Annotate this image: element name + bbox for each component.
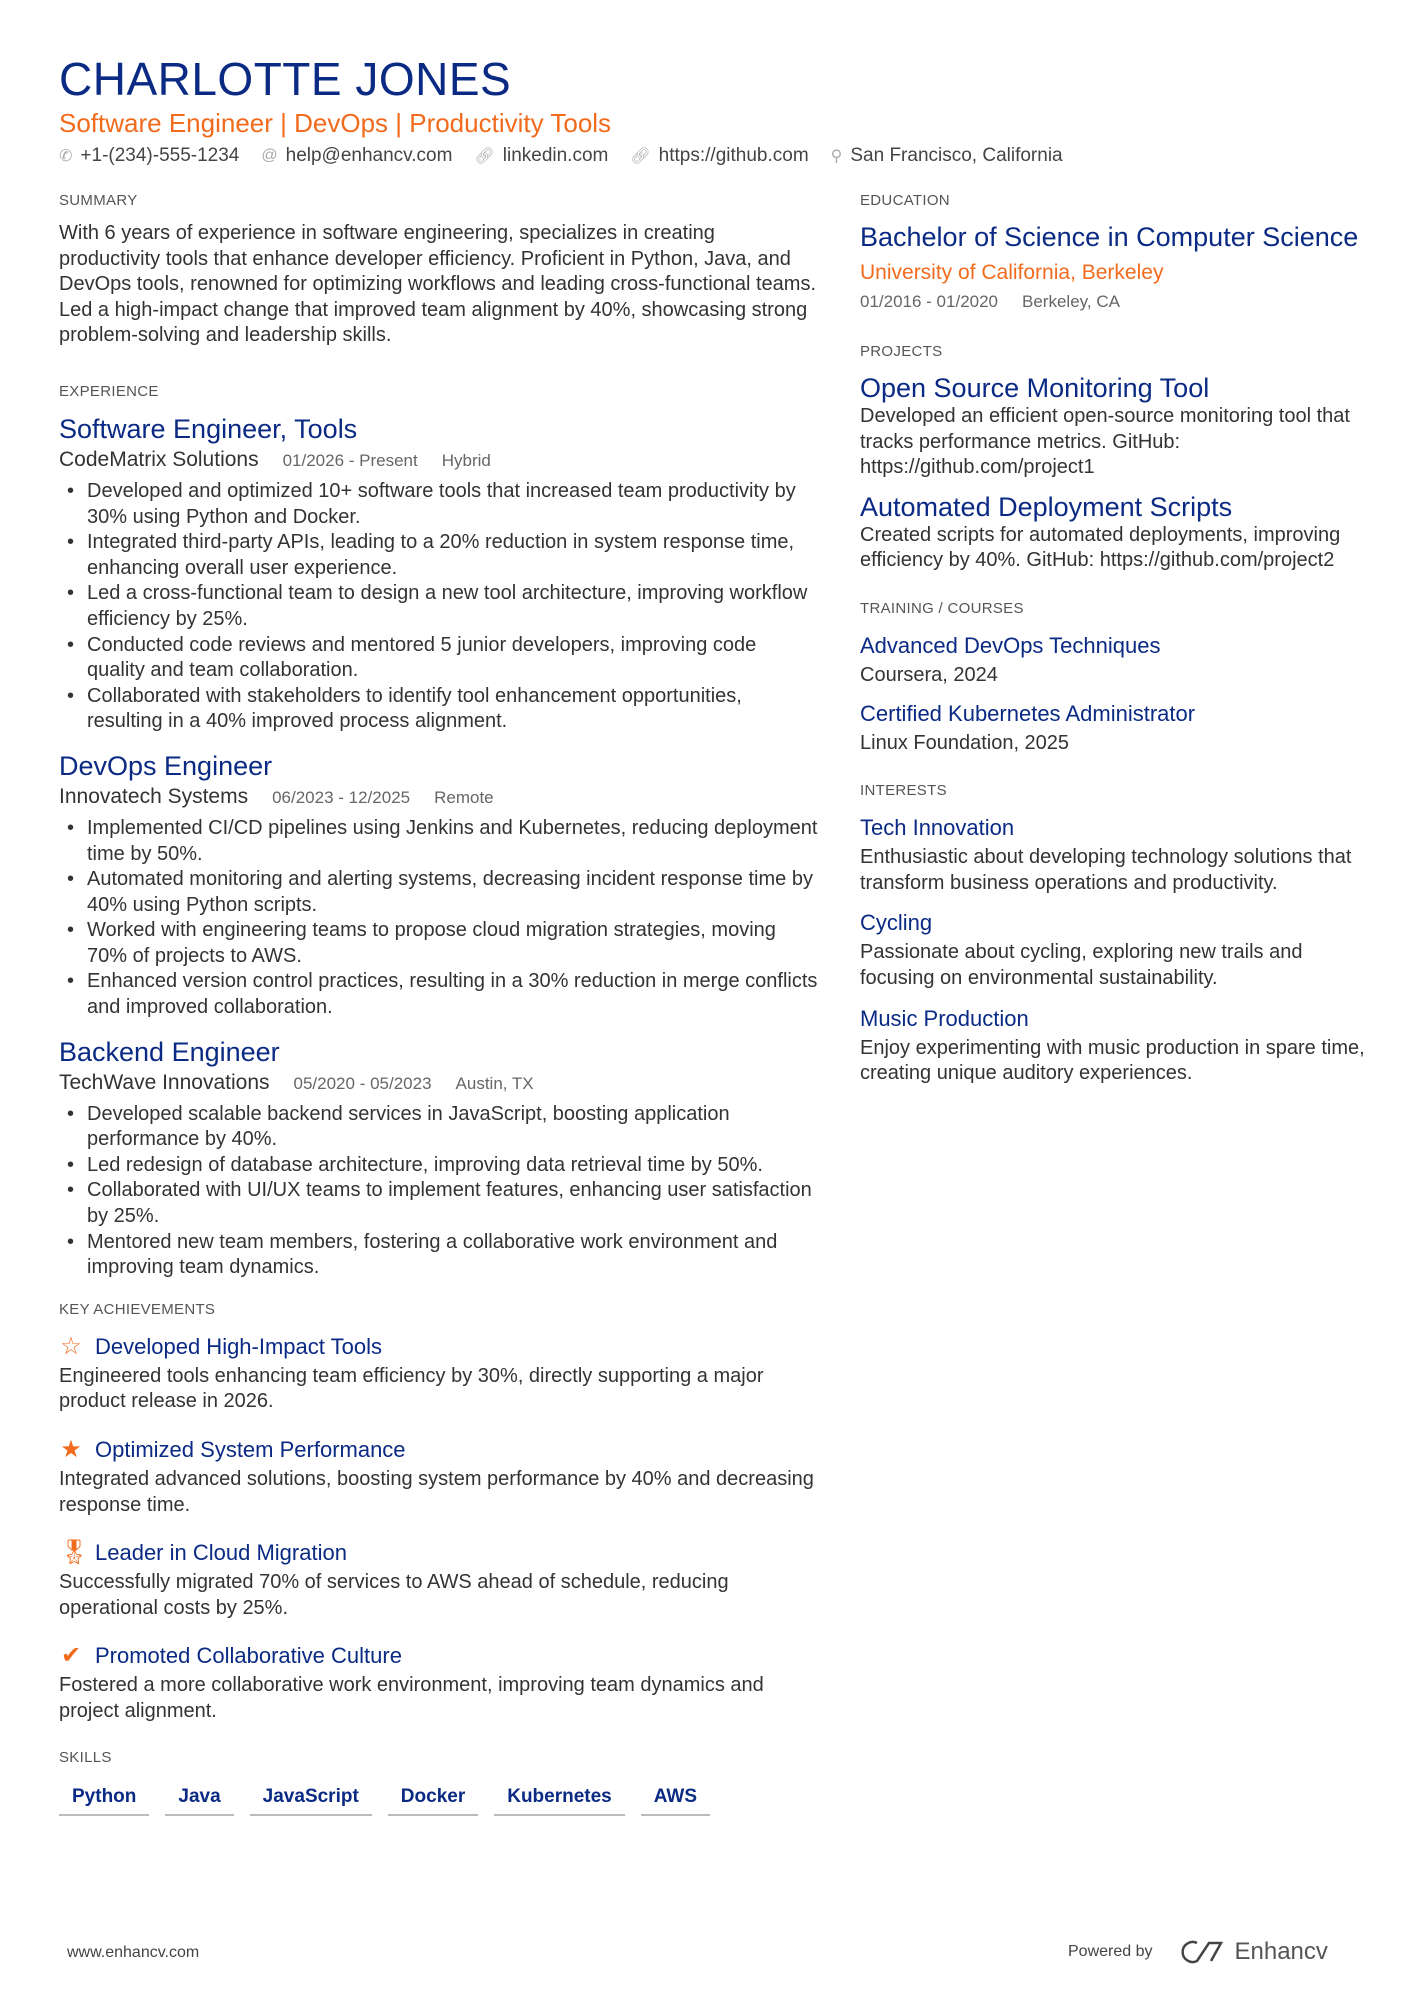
bullet-item: • Enhanced version control practices, resulting in a 30% reduction in merge conflicts and improved collaboration.: [59, 969, 819, 1020]
bullet-item: • Mentored new team members, fostering a collaborative work environment and improving team dynamics.: [59, 1230, 819, 1281]
achievement-text: Engineered tools enhancing team efficiency by 30%, directly supporting a major product release in 2026.: [59, 1364, 764, 1413]
interests-section: [860, 782, 1370, 1087]
bullet-item: • Developed and optimized 10+ software tools that increased team productivity by 30% using Python and Docker.: [59, 479, 819, 530]
achievement-title: Leader in Cloud Migration: [95, 1540, 347, 1566]
section-label: KEY ACHIEVEMENTS: [59, 1300, 216, 1318]
contact-item[interactable]: [474, 145, 608, 167]
skill-tag: Python: [59, 1780, 149, 1816]
job-meta: [59, 783, 819, 812]
star-half-icon: ★: [60, 1436, 82, 1463]
education-meta: [860, 289, 1370, 315]
section-label: EDUCATION: [860, 192, 950, 209]
interest-text: Passionate about cycling, exploring new trails and focusing on environmental sustainability.: [860, 941, 1303, 989]
contact-item[interactable]: [831, 145, 1063, 167]
achievement-item: [59, 1330, 819, 1415]
contact-bar: [59, 145, 1063, 167]
project-title: Automated Deployment Scripts: [860, 491, 1233, 522]
education-section: [860, 192, 1370, 315]
achievement-item: [59, 1433, 819, 1518]
course-title: Certified Kubernetes Administrator: [860, 700, 1196, 726]
job-meta: [59, 446, 819, 475]
star-outline-icon: ☆: [60, 1332, 82, 1360]
right-column: [860, 192, 1370, 1121]
job-location: Remote: [434, 787, 494, 807]
job-dates: 06/2023 - 12/2025: [272, 787, 411, 807]
job-meta: [59, 1069, 819, 1098]
achievement-title: Developed High-Impact Tools: [95, 1333, 382, 1359]
education-location: Berkeley, CA: [1022, 292, 1120, 311]
skill-tag: Kubernetes: [494, 1780, 625, 1816]
project-text: Created scripts for automated deployments, improving efficiency by 40%. GitHub: https://github.com/project2: [860, 523, 1341, 572]
enhancv-logo-icon: [1179, 1939, 1225, 1965]
footer-website[interactable]: www.enhancv.com: [67, 1944, 200, 1961]
contact-item[interactable]: [261, 145, 452, 167]
interest-item: [860, 811, 1370, 896]
project-text: Developed an efficient open-source monitoring tool that tracks performance metrics. GitHub: https://github.com/project1: [860, 405, 1350, 479]
job-title: Software Engineer, Tools: [59, 413, 358, 444]
course-title: Advanced DevOps Techniques: [860, 632, 1161, 658]
skills-section: [59, 1749, 819, 1816]
candidate-name: CHARLOTTE JONES: [59, 53, 512, 105]
project-item: [860, 491, 1370, 574]
footer-branding: [1068, 1938, 1328, 1966]
bullet-item: • Collaborated with UI/UX teams to implement features, enhancing user satisfaction by 25%.: [59, 1178, 819, 1229]
contact-item[interactable]: [59, 145, 239, 167]
contact-text: help@enhancv.com: [285, 145, 453, 166]
bullet-item: • Developed scalable backend services in JavaScript, boosting application performance by 40%.: [59, 1102, 819, 1153]
bullet-item: • Implemented CI/CD pipelines using Jenkins and Kubernetes, reducing deployment time by 50%.: [59, 816, 819, 867]
at-icon: @: [261, 147, 278, 164]
course-item: [860, 697, 1370, 757]
summary-section: [59, 192, 819, 349]
company-name: TechWave Innovations: [59, 1070, 270, 1094]
contact-text: San Francisco, California: [850, 145, 1063, 166]
contact-text: https://github.com: [658, 145, 809, 166]
education-dates: 01/2016 - 01/2020: [860, 292, 999, 311]
job-title: Backend Engineer: [59, 1036, 280, 1067]
training-section: [860, 600, 1370, 756]
job-location: Hybrid: [441, 450, 491, 470]
skill-tag: Docker: [388, 1780, 478, 1816]
project-title: Open Source Monitoring Tool: [860, 373, 1210, 403]
company-name: Innovatech Systems: [59, 784, 249, 808]
link-icon: 🔗︎: [474, 148, 495, 165]
left-column: [59, 192, 819, 1850]
job-bullets: [59, 816, 819, 1021]
achievement-item: [59, 1639, 819, 1724]
interest-title: Cycling: [860, 910, 933, 936]
section-label: SKILLS: [59, 1748, 112, 1766]
skill-tag: Java: [165, 1780, 233, 1816]
projects-section: [860, 343, 1370, 574]
award-ribbon-icon: 🎖︎: [59, 1539, 90, 1567]
section-label: INTERESTS: [860, 782, 947, 800]
section-label: SUMMARY: [59, 192, 138, 209]
job-dates: 01/2026 - Present: [282, 450, 418, 470]
achievement-item: [59, 1536, 819, 1621]
achievement-title: Promoted Collaborative Culture: [95, 1643, 402, 1669]
interest-title: Music Production: [860, 1005, 1029, 1031]
job-location: Austin, TX: [455, 1073, 534, 1093]
skill-tag: JavaScript: [250, 1780, 372, 1816]
school: University of California, Berkeley: [860, 261, 1164, 284]
headline: Software Engineer | DevOps | Productivity Tools: [59, 108, 612, 138]
summary-text: With 6 years of experience in software engineering, specializes in creating productivity tools that enhance developer efficiency. Proficient in Python, Java, and DevOps tools, renowned for optimizing workflows and leading cross-functional teams. Led a high-impact change that improved team alignment by 40%, showcasing strong problem-solving and leadership skills.: [59, 222, 817, 347]
job-dates: 05/2020 - 05/2023: [293, 1073, 432, 1093]
degree: Bachelor of Science in Computer Science: [860, 222, 1359, 252]
job-bullets: [59, 479, 819, 735]
interest-text: Enthusiastic about developing technology solutions that transform business operations and productivity.: [860, 846, 1352, 894]
course-provider: Linux Foundation, 2025: [860, 731, 1070, 754]
job-bullets: [59, 1102, 819, 1281]
bullet-item: • Conducted code reviews and mentored 5 junior developers, improving code quality and team collaboration.: [59, 633, 819, 684]
section-label: PROJECTS: [860, 343, 943, 360]
achievement-text: Successfully migrated 70% of services to AWS ahead of schedule, reducing operational costs by 25%.: [59, 1571, 729, 1619]
job-entry: [59, 749, 819, 1021]
interest-item: [860, 1002, 1370, 1087]
bullet-item: • Collaborated with stakeholders to identify tool enhancement opportunities, resulting in a 40% improved process alignment.: [59, 684, 819, 735]
bullet-item: • Automated monitoring and alerting systems, decreasing incident response time by 40% using Python scripts.: [59, 867, 819, 918]
contact-text: linkedin.com: [502, 145, 609, 166]
section-label: EXPERIENCE: [59, 382, 159, 400]
achievements-section: [59, 1301, 819, 1725]
achievement-text: Fostered a more collaborative work environment, improving team dynamics and project alignment.: [59, 1674, 764, 1722]
skill-tag: AWS: [641, 1780, 710, 1816]
achievement-header: [59, 1536, 819, 1570]
contact-item[interactable]: [630, 145, 808, 167]
interest-title: Tech Innovation: [860, 815, 1015, 841]
powered-by: Powered by: [1068, 1943, 1153, 1960]
section-label: TRAINING / COURSES: [860, 599, 1024, 617]
achievement-title: Optimized System Performance: [95, 1437, 406, 1462]
location-icon: ⚲: [830, 148, 843, 165]
experience-section: [59, 383, 819, 1281]
contact-text: +1-(234)-555-1234: [80, 145, 240, 166]
brand-name: Enhancv: [1234, 1938, 1328, 1965]
interest-text: Enjoy experimenting with music production in spare time, creating unique auditory experiences.: [860, 1036, 1365, 1085]
job-entry: [59, 1035, 819, 1281]
job-entry: [59, 412, 819, 735]
achievement-header: [59, 1433, 819, 1467]
bullet-item: • Led redesign of database architecture, improving data retrieval time by 50%.: [59, 1153, 819, 1179]
course-provider: Coursera, 2024: [860, 663, 998, 686]
company-name: CodeMatrix Solutions: [59, 447, 259, 471]
achievement-header: [59, 1639, 819, 1673]
achievement-header: [59, 1330, 819, 1364]
job-title: DevOps Engineer: [59, 750, 273, 781]
phone-icon: ✆: [59, 148, 73, 165]
checkmark-icon: ✔: [60, 1642, 82, 1670]
bullet-item: • Worked with engineering teams to propose cloud migration strategies, moving 70% of projects to AWS.: [59, 918, 819, 969]
interest-item: [860, 906, 1370, 991]
bullet-item: • Led a cross-functional team to design a new tool architecture, improving workflow efficiency by 25%.: [59, 581, 819, 632]
bullet-item: • Integrated third-party APIs, leading to a 20% reduction in system response time, enhancing overall user experience.: [59, 530, 819, 581]
achievement-text: Integrated advanced solutions, boosting system performance by 40% and decreasing response time.: [59, 1468, 814, 1516]
course-item: [860, 629, 1370, 689]
enhancv-logo: [1179, 1938, 1328, 1966]
project-item: [860, 372, 1370, 481]
link-icon: 🔗︎: [630, 148, 651, 165]
